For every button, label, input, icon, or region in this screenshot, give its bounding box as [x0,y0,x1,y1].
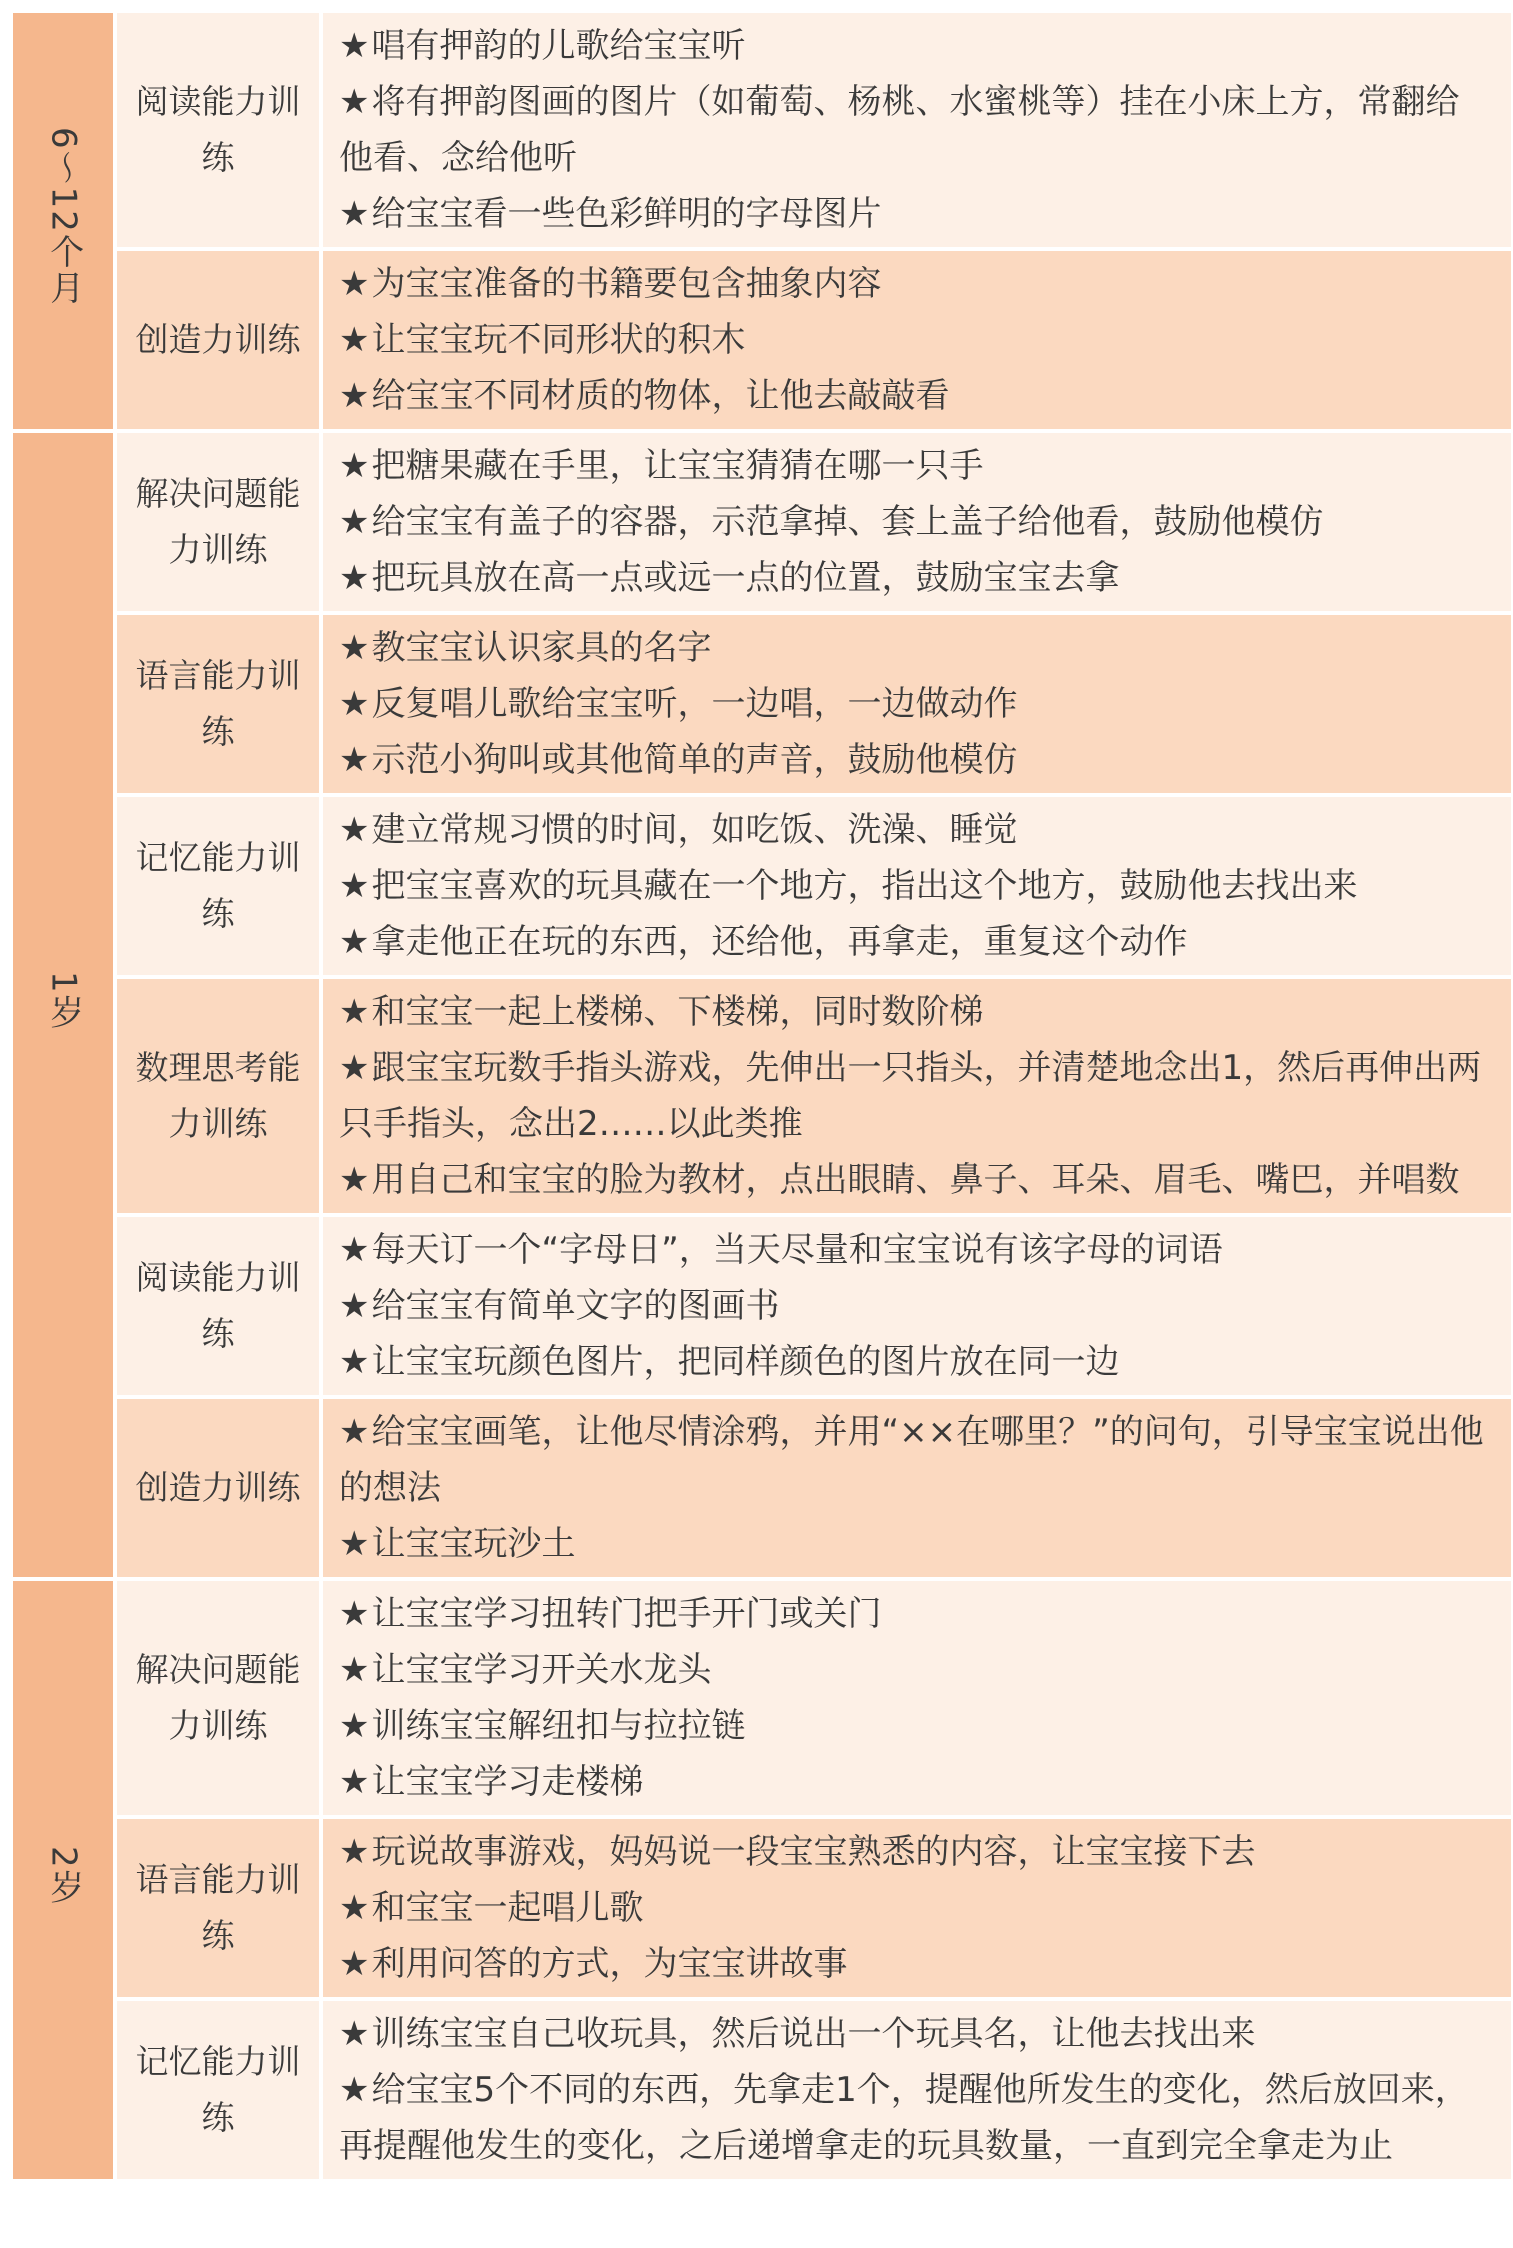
star-icon: ★ [339,1286,370,1326]
list-item [339,1880,1493,1936]
list-item [339,18,1493,74]
star-icon: ★ [339,558,370,598]
star-icon: ★ [339,992,370,1032]
star-icon: ★ [339,194,370,234]
table-row [13,615,1511,793]
items-cell [323,13,1511,247]
item-text: 建立常规习惯的时间，如吃饭、洗澡、睡觉 [371,810,1018,850]
item-text: 把玩具放在高一点或远一点的位置，鼓励宝宝去拿 [371,558,1120,598]
star-icon: ★ [339,264,370,304]
item-text: 训练宝宝自己收玩具，然后说出一个玩具名，让他去找出来 [371,2014,1256,2054]
item-text: 训练宝宝解纽扣与拉拉链 [371,1706,746,1746]
items-cell [323,251,1511,429]
item-text: 唱有押韵的儿歌给宝宝听 [371,26,746,66]
item-text: 给宝宝有盖子的容器，示范拿掉、套上盖子给他看，鼓励他模仿 [371,502,1324,542]
star-icon: ★ [339,26,370,66]
item-text: 和宝宝一起唱儿歌 [371,1888,644,1928]
category-label: 解决问题能力训练 [117,1581,319,1815]
table-row [13,1581,1511,1815]
list-item [339,312,1493,368]
star-icon: ★ [339,82,370,122]
table-row [13,2001,1511,2179]
list-item [339,1040,1493,1152]
age-label: 6～12个月 [43,127,84,306]
list-item [339,494,1493,550]
item-text: 让宝宝学习走楼梯 [371,1762,644,1802]
item-text: 教宝宝认识家具的名字 [371,628,712,668]
category-label: 记忆能力训练 [117,2001,319,2179]
star-icon: ★ [339,376,370,416]
star-icon: ★ [339,1048,370,1088]
category-label: 阅读能力训练 [117,13,319,247]
list-item [339,732,1493,788]
star-icon: ★ [339,446,370,486]
item-text: 每天订一个“字母日”，当天尽量和宝宝说有该字母的词语 [371,1230,1223,1270]
list-item [339,74,1493,186]
star-icon: ★ [339,1762,370,1802]
star-icon: ★ [339,2070,370,2110]
age-cell [13,13,113,429]
table-row [13,1399,1511,1577]
table-row [13,797,1511,975]
age-label: 2岁 [43,1845,84,1906]
star-icon: ★ [339,1650,370,1690]
list-item [339,802,1493,858]
star-icon: ★ [339,1944,370,1984]
star-icon: ★ [339,1594,370,1634]
category-label: 数理思考能力训练 [117,979,319,1213]
table-row [13,979,1511,1213]
category-label: 语言能力训练 [117,615,319,793]
items-cell [323,615,1511,793]
item-text: 反复唱儿歌给宝宝听，一边唱，一边做动作 [371,684,1018,724]
training-table [9,9,1513,2183]
list-item [339,676,1493,732]
item-text: 示范小狗叫或其他简单的声音，鼓励他模仿 [371,740,1018,780]
list-item [339,620,1493,676]
list-item [339,914,1493,970]
star-icon: ★ [339,502,370,542]
list-item [339,1698,1493,1754]
star-icon: ★ [339,1342,370,1382]
star-icon: ★ [339,740,370,780]
star-icon: ★ [339,320,370,360]
star-icon: ★ [339,1888,370,1928]
items-cell [323,1399,1511,1577]
item-text: 给宝宝画笔，让他尽情涂鸦，并用“××在哪里？”的问句，引导宝宝说出他的想法 [339,1412,1484,1508]
category-label: 记忆能力训练 [117,797,319,975]
list-item [339,186,1493,242]
star-icon: ★ [339,1706,370,1746]
list-item [339,1642,1493,1698]
star-icon: ★ [339,628,370,668]
star-icon: ★ [339,1160,370,1200]
item-text: 给宝宝有简单文字的图画书 [371,1286,780,1326]
list-item [339,1278,1493,1334]
list-item [339,368,1493,424]
item-text: 让宝宝玩沙土 [371,1524,576,1564]
items-cell [323,979,1511,1213]
item-text: 给宝宝5个不同的东西，先拿走1个，提醒他所发生的变化，然后放回来，再提醒他发生的变化，之后递增拿走的玩具数量，一直到完全拿走为止 [339,2070,1469,2166]
list-item [339,2006,1493,2062]
age-cell [13,1581,113,2179]
category-label: 创造力训练 [117,1399,319,1577]
age-cell [13,433,113,1577]
items-cell [323,1217,1511,1395]
table-row [13,1217,1511,1395]
item-text: 让宝宝学习开关水龙头 [371,1650,712,1690]
item-text: 玩说故事游戏，妈妈说一段宝宝熟悉的内容，让宝宝接下去 [371,1832,1256,1872]
list-item [339,1936,1493,1992]
item-text: 为宝宝准备的书籍要包含抽象内容 [371,264,882,304]
list-item [339,1152,1493,1208]
star-icon: ★ [339,1412,370,1452]
item-text: 把糖果藏在手里，让宝宝猜猜在哪一只手 [371,446,984,486]
list-item [339,1754,1493,1810]
item-text: 利用问答的方式，为宝宝讲故事 [371,1944,848,1984]
item-text: 让宝宝玩颜色图片，把同样颜色的图片放在同一边 [371,1342,1120,1382]
star-icon: ★ [339,684,370,724]
list-item [339,1404,1493,1516]
items-cell [323,433,1511,611]
items-cell [323,1819,1511,1997]
item-text: 让宝宝玩不同形状的积木 [371,320,746,360]
item-text: 让宝宝学习扭转门把手开门或关门 [371,1594,882,1634]
list-item [339,1334,1493,1390]
table-row [13,433,1511,611]
list-item [339,1824,1493,1880]
list-item [339,438,1493,494]
item-text: 用自己和宝宝的脸为教材，点出眼睛、鼻子、耳朵、眉毛、嘴巴，并唱数 [371,1160,1460,1200]
star-icon: ★ [339,810,370,850]
list-item [339,256,1493,312]
item-text: 将有押韵图画的图片（如葡萄、杨桃、水蜜桃等）挂在小床上方，常翻给他看、念给他听 [339,82,1460,178]
page [9,9,1513,2183]
list-item [339,1222,1493,1278]
table-row [13,1819,1511,1997]
item-text: 给宝宝不同材质的物体，让他去敲敲看 [371,376,950,416]
item-text: 跟宝宝玩数手指头游戏，先伸出一只指头，并清楚地念出1，然后再伸出两只手指头，念出2……以此类推 [339,1048,1482,1144]
list-item [339,858,1493,914]
star-icon: ★ [339,1832,370,1872]
category-label: 阅读能力训练 [117,1217,319,1395]
list-item [339,1586,1493,1642]
star-icon: ★ [339,866,370,906]
list-item [339,984,1493,1040]
age-label: 1岁 [43,970,84,1031]
item-text: 拿走他正在玩的东西，还给他，再拿走，重复这个动作 [371,922,1188,962]
item-text: 给宝宝看一些色彩鲜明的字母图片 [371,194,882,234]
category-label: 创造力训练 [117,251,319,429]
list-item [339,1516,1493,1572]
item-text: 把宝宝喜欢的玩具藏在一个地方，指出这个地方，鼓励他去找出来 [371,866,1358,906]
list-item [339,2062,1493,2174]
star-icon: ★ [339,1230,370,1270]
table-row [13,13,1511,247]
star-icon: ★ [339,922,370,962]
table-body [13,13,1511,2179]
star-icon: ★ [339,1524,370,1564]
list-item [339,550,1493,606]
table-row [13,251,1511,429]
category-label: 解决问题能力训练 [117,433,319,611]
items-cell [323,1581,1511,1815]
item-text: 和宝宝一起上楼梯、下楼梯，同时数阶梯 [371,992,984,1032]
items-cell [323,2001,1511,2179]
items-cell [323,797,1511,975]
category-label: 语言能力训练 [117,1819,319,1997]
star-icon: ★ [339,2014,370,2054]
